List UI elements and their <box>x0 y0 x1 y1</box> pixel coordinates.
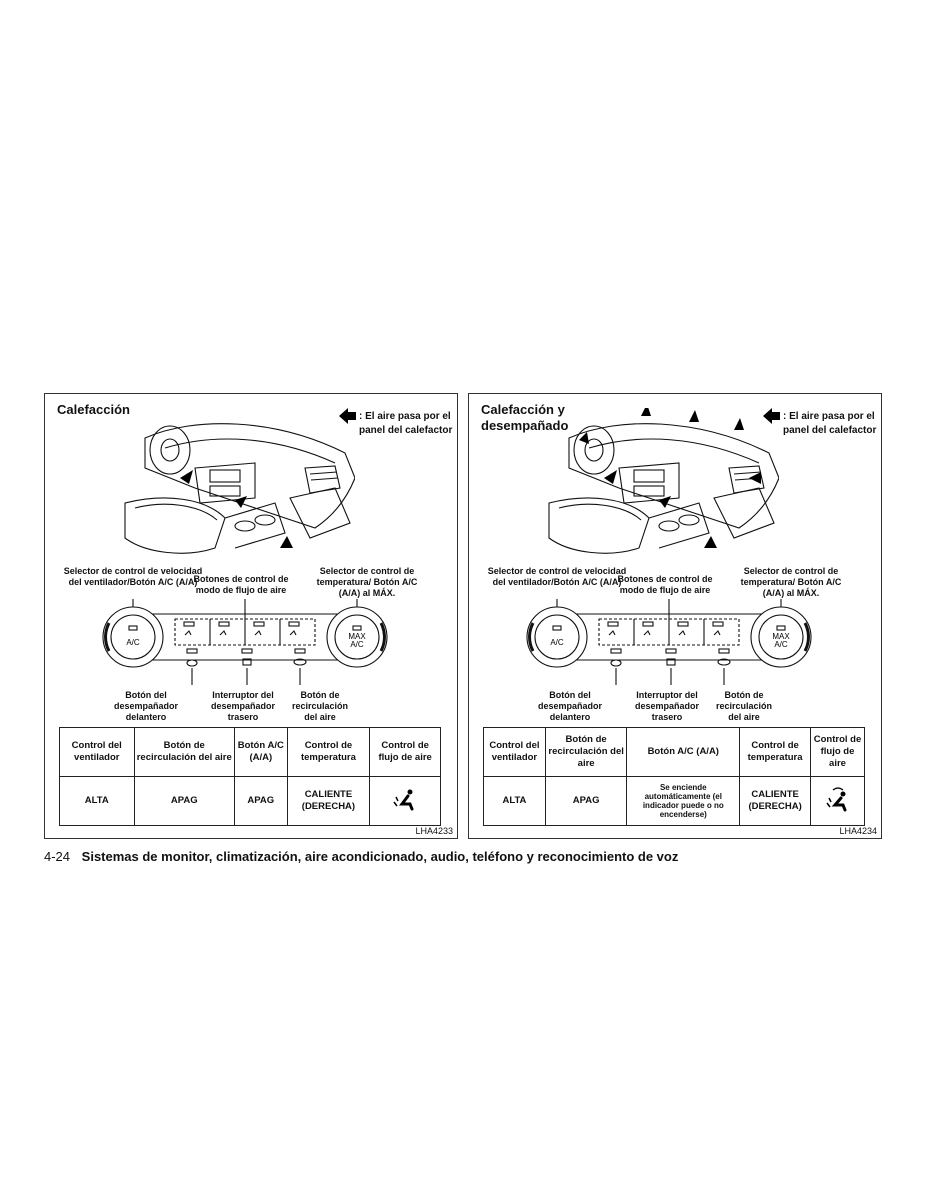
table-cell: ALTA <box>484 777 546 826</box>
label-rear-defroster-switch: Interruptor del desempañador trasero <box>634 690 700 722</box>
table-cell: ALTA <box>60 777 135 826</box>
figure-code: LHA4234 <box>839 826 877 836</box>
figure-code: LHA4233 <box>415 826 453 836</box>
settings-table <box>59 727 441 826</box>
airflow-legend-text: : El aire pasa por el panel del calefactor <box>359 411 453 436</box>
page-footer <box>44 849 678 865</box>
knob-right-label-ac: A/C <box>350 640 364 649</box>
table-header-cell: Control de temperatura <box>740 728 811 777</box>
figure-panel-heating <box>44 393 458 839</box>
knob-right-label-ac: A/C <box>774 640 788 649</box>
table-header-cell: Botón A/C (A/A) <box>235 728 288 777</box>
label-airflow-mode-buttons: Botones de control de modo de flujo de aire <box>617 574 713 595</box>
knob-left-label: A/C <box>126 638 140 647</box>
table-header-row <box>484 728 865 777</box>
label-temperature-selector: Selector de control de temperatura/ Botón A/C (A/A) al MÁX. <box>316 566 418 598</box>
label-front-defroster-button: Botón del desempañador delantero <box>537 690 603 722</box>
label-front-defroster-button: Botón del desempañador delantero <box>113 690 179 722</box>
table-header-cell: Control del ventilador <box>484 728 546 777</box>
table-row <box>484 777 865 826</box>
settings-table <box>483 727 865 826</box>
floor-defrost-vent-icon <box>825 786 851 812</box>
knob-right-label-max: MAX <box>772 632 790 641</box>
floor-vent-icon <box>392 787 418 811</box>
table-header-cell: Control de flujo de aire <box>811 728 865 777</box>
table-cell <box>811 777 865 826</box>
knob-right-label-max: MAX <box>348 632 366 641</box>
table-cell: APAG <box>134 777 235 826</box>
label-temperature-selector: Selector de control de temperatura/ Botón A/C (A/A) al MÁX. <box>740 566 842 598</box>
table-cell: APAG <box>235 777 288 826</box>
label-rear-defroster-switch: Interruptor del desempañador trasero <box>210 690 276 722</box>
table-header-cell: Control de flujo de aire <box>370 728 441 777</box>
label-fan-speed-selector: Selector de control de velocidad del ventilador/Botón A/C (A/A) <box>63 566 203 587</box>
dashboard-illustration <box>105 408 355 568</box>
label-airflow-mode-buttons: Botones de control de modo de flujo de aire <box>193 574 289 595</box>
knob-left-label: A/C <box>550 638 564 647</box>
table-header-cell: Control del ventilador <box>60 728 135 777</box>
climate-control-panel <box>519 599 819 689</box>
figure-panel-heating-defrosting <box>468 393 882 839</box>
label-fan-speed-selector: Selector de control de velocidad del ventilador/Botón A/C (A/A) <box>487 566 627 587</box>
table-cell: CALIENTE (DERECHA) <box>740 777 811 826</box>
label-air-recirculation-button: Botón de recirculación del aire <box>291 690 349 722</box>
table-cell <box>370 777 441 826</box>
table-row <box>60 777 441 826</box>
table-cell: Se enciende automáticamente (el indicador puede o no encenderse) <box>627 777 740 826</box>
page-number: 4-24 <box>44 849 71 864</box>
climate-control-panel <box>95 599 395 689</box>
table-header-cell: Botón de recirculación del aire <box>545 728 626 777</box>
panel-title: Calefacción <box>57 402 130 417</box>
table-cell: CALIENTE (DERECHA) <box>287 777 370 826</box>
table-header-row <box>60 728 441 777</box>
table-header-cell: Botón de recirculación del aire <box>134 728 235 777</box>
dashboard-illustration <box>529 408 779 568</box>
table-header-cell: Control de temperatura <box>287 728 370 777</box>
table-cell: APAG <box>545 777 626 826</box>
airflow-legend-text: : El aire pasa por el panel del calefactor <box>783 411 877 436</box>
table-header-cell: Botón A/C (A/A) <box>627 728 740 777</box>
section-title: Sistemas de monitor, climatización, aire acondicionado, audio, teléfono y reconocimiento de voz <box>81 849 679 864</box>
panel-title: Calefacción y desempañado <box>481 402 569 433</box>
label-air-recirculation-button: Botón de recirculación del aire <box>715 690 773 722</box>
